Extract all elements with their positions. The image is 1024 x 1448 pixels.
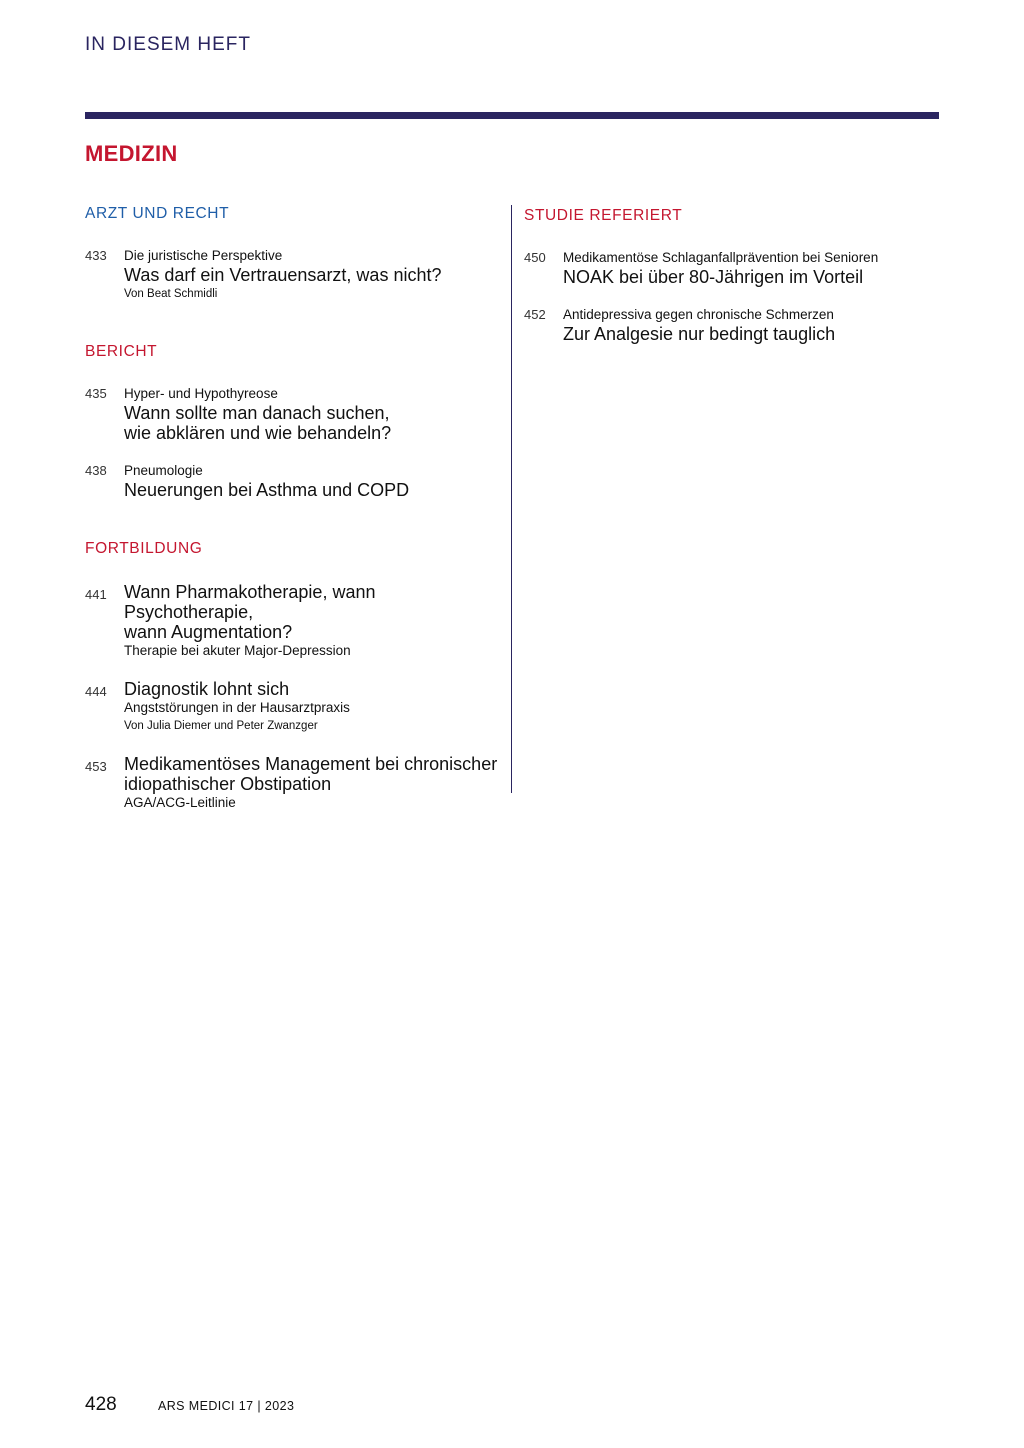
page-number: 450 (524, 250, 546, 265)
footer-publication: ARS MEDICI 17 | 2023 (158, 1399, 295, 1413)
entry-headline: Wann Pharmakotherapie, wann Psychotherapie, (124, 582, 376, 622)
category-heading-arzt-und-recht: ARZT UND RECHT (85, 205, 230, 222)
toc-entry-433[interactable] (85, 247, 505, 303)
header-rule (85, 112, 939, 119)
entry-kicker: Pneumologie (124, 463, 203, 478)
toc-entry-444[interactable] (85, 679, 505, 735)
entry-headline-line2: wann Augmentation? (124, 622, 293, 642)
entry-byline: Von Beat Schmidli (124, 288, 218, 300)
entry-headline: NOAK bei über 80-Jährigen im Vorteil (563, 267, 864, 287)
page-number: 438 (85, 463, 107, 478)
category-heading-studie-referiert: STUDIE REFERIERT (524, 207, 683, 224)
entry-kicker: Die juristische Perspektive (124, 248, 283, 263)
entry-headline: Neuerungen bei Asthma und COPD (124, 480, 410, 500)
entry-headline-line2: idiopathischer Obstipation (124, 774, 332, 794)
footer-page-number: 428 (85, 1394, 117, 1415)
column-divider (511, 205, 512, 793)
toc-entry-438[interactable] (85, 462, 505, 500)
entry-subtitle: Angststörungen in der Hausarztpraxis (124, 700, 350, 715)
page-number: 433 (85, 248, 107, 263)
entry-kicker: Antidepressiva gegen chronische Schmerzen (563, 307, 834, 322)
entry-headline-line2: wie abklären und wie behandeln? (124, 423, 392, 443)
entry-headline: Zur Analgesie nur bedingt tauglich (563, 324, 836, 344)
toc-entry-450[interactable] (524, 249, 944, 287)
entry-subtitle: AGA/ACG-Leitlinie (124, 795, 236, 810)
section-title: MEDIZIN (85, 141, 178, 166)
category-heading-bericht: BERICHT (85, 343, 158, 360)
entry-kicker: Hyper- und Hypothyreose (124, 386, 278, 401)
page-number: 441 (85, 587, 107, 602)
toc-entry-453[interactable] (85, 754, 505, 812)
entry-kicker: Medikamentöse Schlaganfallprävention bei Senioren (563, 250, 879, 265)
page-number: 452 (524, 307, 546, 322)
page-number: 435 (85, 386, 107, 401)
entry-subtitle: Therapie bei akuter Major-Depression (124, 643, 351, 658)
entry-headline: Medikamentöses Management bei chronischer (124, 754, 498, 774)
page-number: 453 (85, 759, 107, 774)
toc-entry-441[interactable] (85, 582, 505, 660)
entry-headline: Was darf ein Vertrauensarzt, was nicht? (124, 265, 442, 285)
page-number: 444 (85, 684, 107, 699)
entry-headline: Wann sollte man danach suchen, (124, 403, 390, 423)
toc-entry-452[interactable] (524, 306, 944, 344)
category-heading-fortbildung: FORTBILDUNG (85, 540, 203, 557)
right-column (524, 207, 944, 363)
left-column (85, 205, 505, 831)
entry-headline: Diagnostik lohnt sich (124, 679, 290, 699)
header-label: IN DIESEM HEFT (85, 34, 252, 55)
toc-entry-435[interactable] (85, 385, 505, 443)
entry-byline: Von Julia Diemer und Peter Zwanzger (124, 720, 318, 732)
